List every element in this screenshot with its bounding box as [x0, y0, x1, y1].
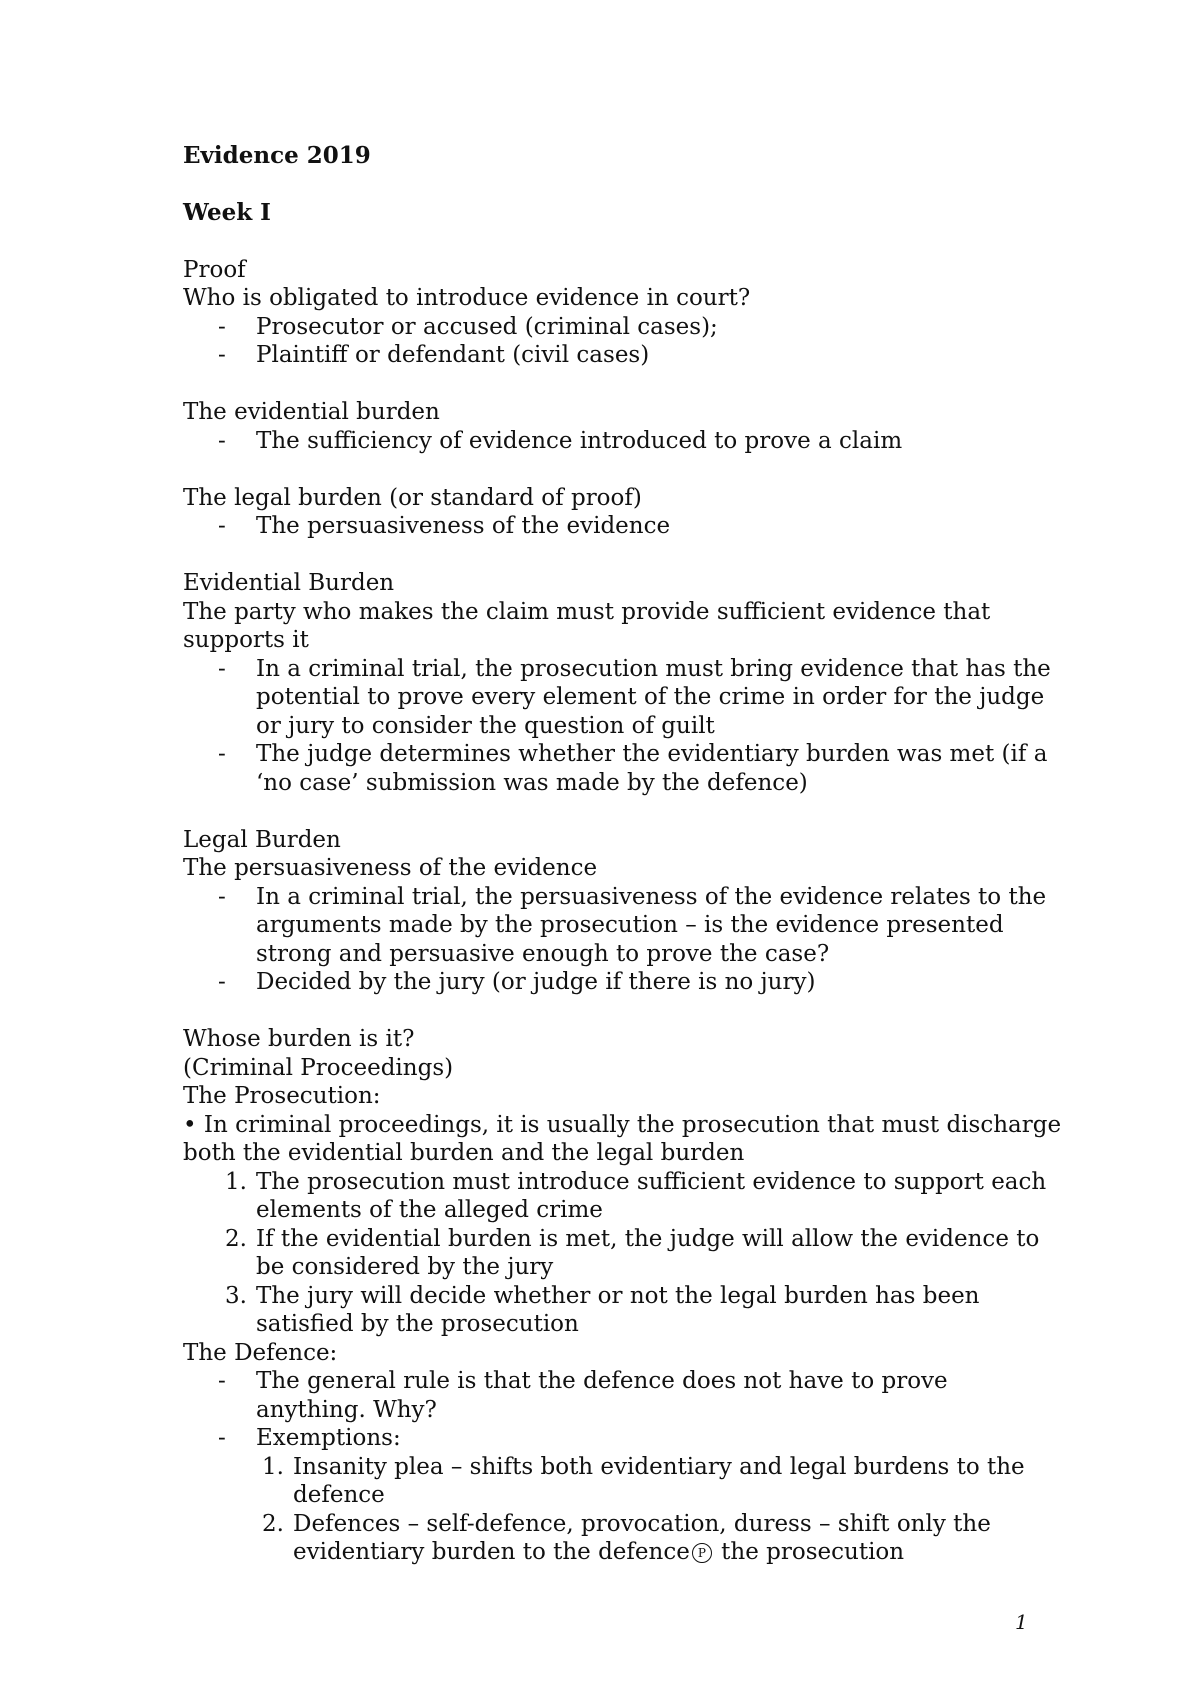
- numbered-item-text: If the evidential burden is met, the judge will allow the evidence to be considered by the jury: [256, 1225, 1040, 1280]
- evidential-burden-heading: Evidential Burden: [183, 570, 395, 596]
- document-page: [183, 142, 1069, 1567]
- defence-label: The Defence:: [183, 1339, 338, 1366]
- dash-bullet: -: [218, 969, 226, 995]
- list-item-text: In a criminal trial, the persuasiveness of the evidence relates to the arguments made by the prosecution – is the evidence presented strong and persuasive enough to prove the case?: [256, 883, 1047, 967]
- item-number: 1.: [225, 1168, 247, 1195]
- document-title: Evidence 2019: [183, 142, 371, 169]
- proof-heading: Proof: [183, 256, 246, 283]
- list-item-text: In a criminal trial, the prosecution must bring evidence that has the potential to prove every element of the crime in order for the judge or jury to consider the question of guilt: [256, 655, 1051, 739]
- list-item-text: The persuasiveness of the evidence: [256, 513, 671, 539]
- list-item: [183, 313, 1063, 342]
- evidential-burden-text: The party who makes the claim must provide sufficient evidence that supports it: [183, 598, 998, 653]
- numbered-item-text: Insanity plea – shifts both evidentiary and legal burdens to the defence: [293, 1453, 1025, 1508]
- list-item-text: Exemptions:: [256, 1425, 401, 1451]
- week-heading: Week I: [183, 198, 271, 226]
- dash-bullet: -: [218, 883, 226, 910]
- legal-burden-text: The persuasiveness of the evidence: [183, 855, 598, 881]
- circled-p-symbol-icon: P: [692, 1543, 712, 1563]
- legal-burden-intro-heading: The legal burden (or standard of proof): [183, 484, 642, 511]
- list-item: [183, 968, 1063, 997]
- numbered-subitem: [183, 1510, 1063, 1567]
- list-item-text: Decided by the jury (or judge if there is no jury): [256, 969, 816, 995]
- evidential-burden-intro-heading: The evidential burden: [183, 399, 440, 425]
- dash-bullet: -: [218, 655, 226, 682]
- list-item: [183, 883, 1063, 969]
- dash-bullet: -: [218, 741, 226, 767]
- item-number: 1.: [262, 1453, 284, 1480]
- numbered-item: [183, 1225, 1063, 1282]
- item-number: 2.: [225, 1225, 247, 1252]
- numbered-item-text: The prosecution must introduce sufficient evidence to support each elements of the alleged crime: [256, 1168, 1047, 1223]
- list-item-text: The sufficiency of evidence introduced to prove a claim: [256, 427, 903, 454]
- numbered-item: [183, 1282, 1063, 1339]
- list-item: [183, 427, 1063, 456]
- list-item: [183, 655, 1063, 741]
- legal-burden-heading: Legal Burden: [183, 826, 341, 853]
- dash-bullet: -: [218, 1425, 226, 1451]
- dash-bullet: -: [218, 313, 226, 340]
- numbered-item-text: [293, 1510, 1063, 1567]
- prosecution-label: The Prosecution:: [183, 1083, 381, 1109]
- prosecution-bullet: • In criminal proceedings, it is usually the prosecution that must discharge both the evidential burden and the legal burden: [183, 1111, 1069, 1166]
- whose-burden-heading: Whose burden is it?: [183, 1026, 415, 1052]
- numbered-item: [183, 1168, 1063, 1225]
- dash-bullet: -: [218, 1368, 226, 1394]
- numbered-subitem: [183, 1453, 1063, 1510]
- list-item: [183, 740, 1063, 797]
- proof-question: Who is obligated to introduce evidence in court?: [183, 285, 751, 311]
- page-number: 1: [1015, 1610, 1028, 1634]
- list-item: [183, 512, 1063, 541]
- item-number: 3.: [225, 1282, 247, 1309]
- item-number: 2.: [262, 1510, 284, 1537]
- exemption-text-before: Defences – self-defence, provocation, duress – shift only the evidentiary burden to the defence: [293, 1510, 991, 1565]
- whose-burden-subheading: (Criminal Proceedings): [183, 1054, 454, 1081]
- list-item-text: The general rule is that the defence does not have to prove anything. Why?: [256, 1368, 948, 1423]
- list-item-text: Plaintiff or defendant (civil cases): [256, 342, 650, 368]
- exemption-text-after: the prosecution: [713, 1539, 905, 1565]
- dash-bullet: -: [218, 342, 226, 368]
- list-item-text: The judge determines whether the evidentiary burden was met (if a ‘no case’ submission was made by the defence): [256, 741, 1048, 796]
- list-item: [183, 1367, 1063, 1424]
- numbered-item-text: The jury will decide whether or not the legal burden has been satisfied by the prosecution: [256, 1282, 980, 1337]
- dash-bullet: -: [218, 513, 226, 539]
- list-item: [183, 341, 1063, 370]
- list-item: [183, 1424, 1063, 1453]
- list-item-text: Prosecutor or accused (criminal cases);: [256, 313, 718, 340]
- dash-bullet: -: [218, 427, 226, 454]
